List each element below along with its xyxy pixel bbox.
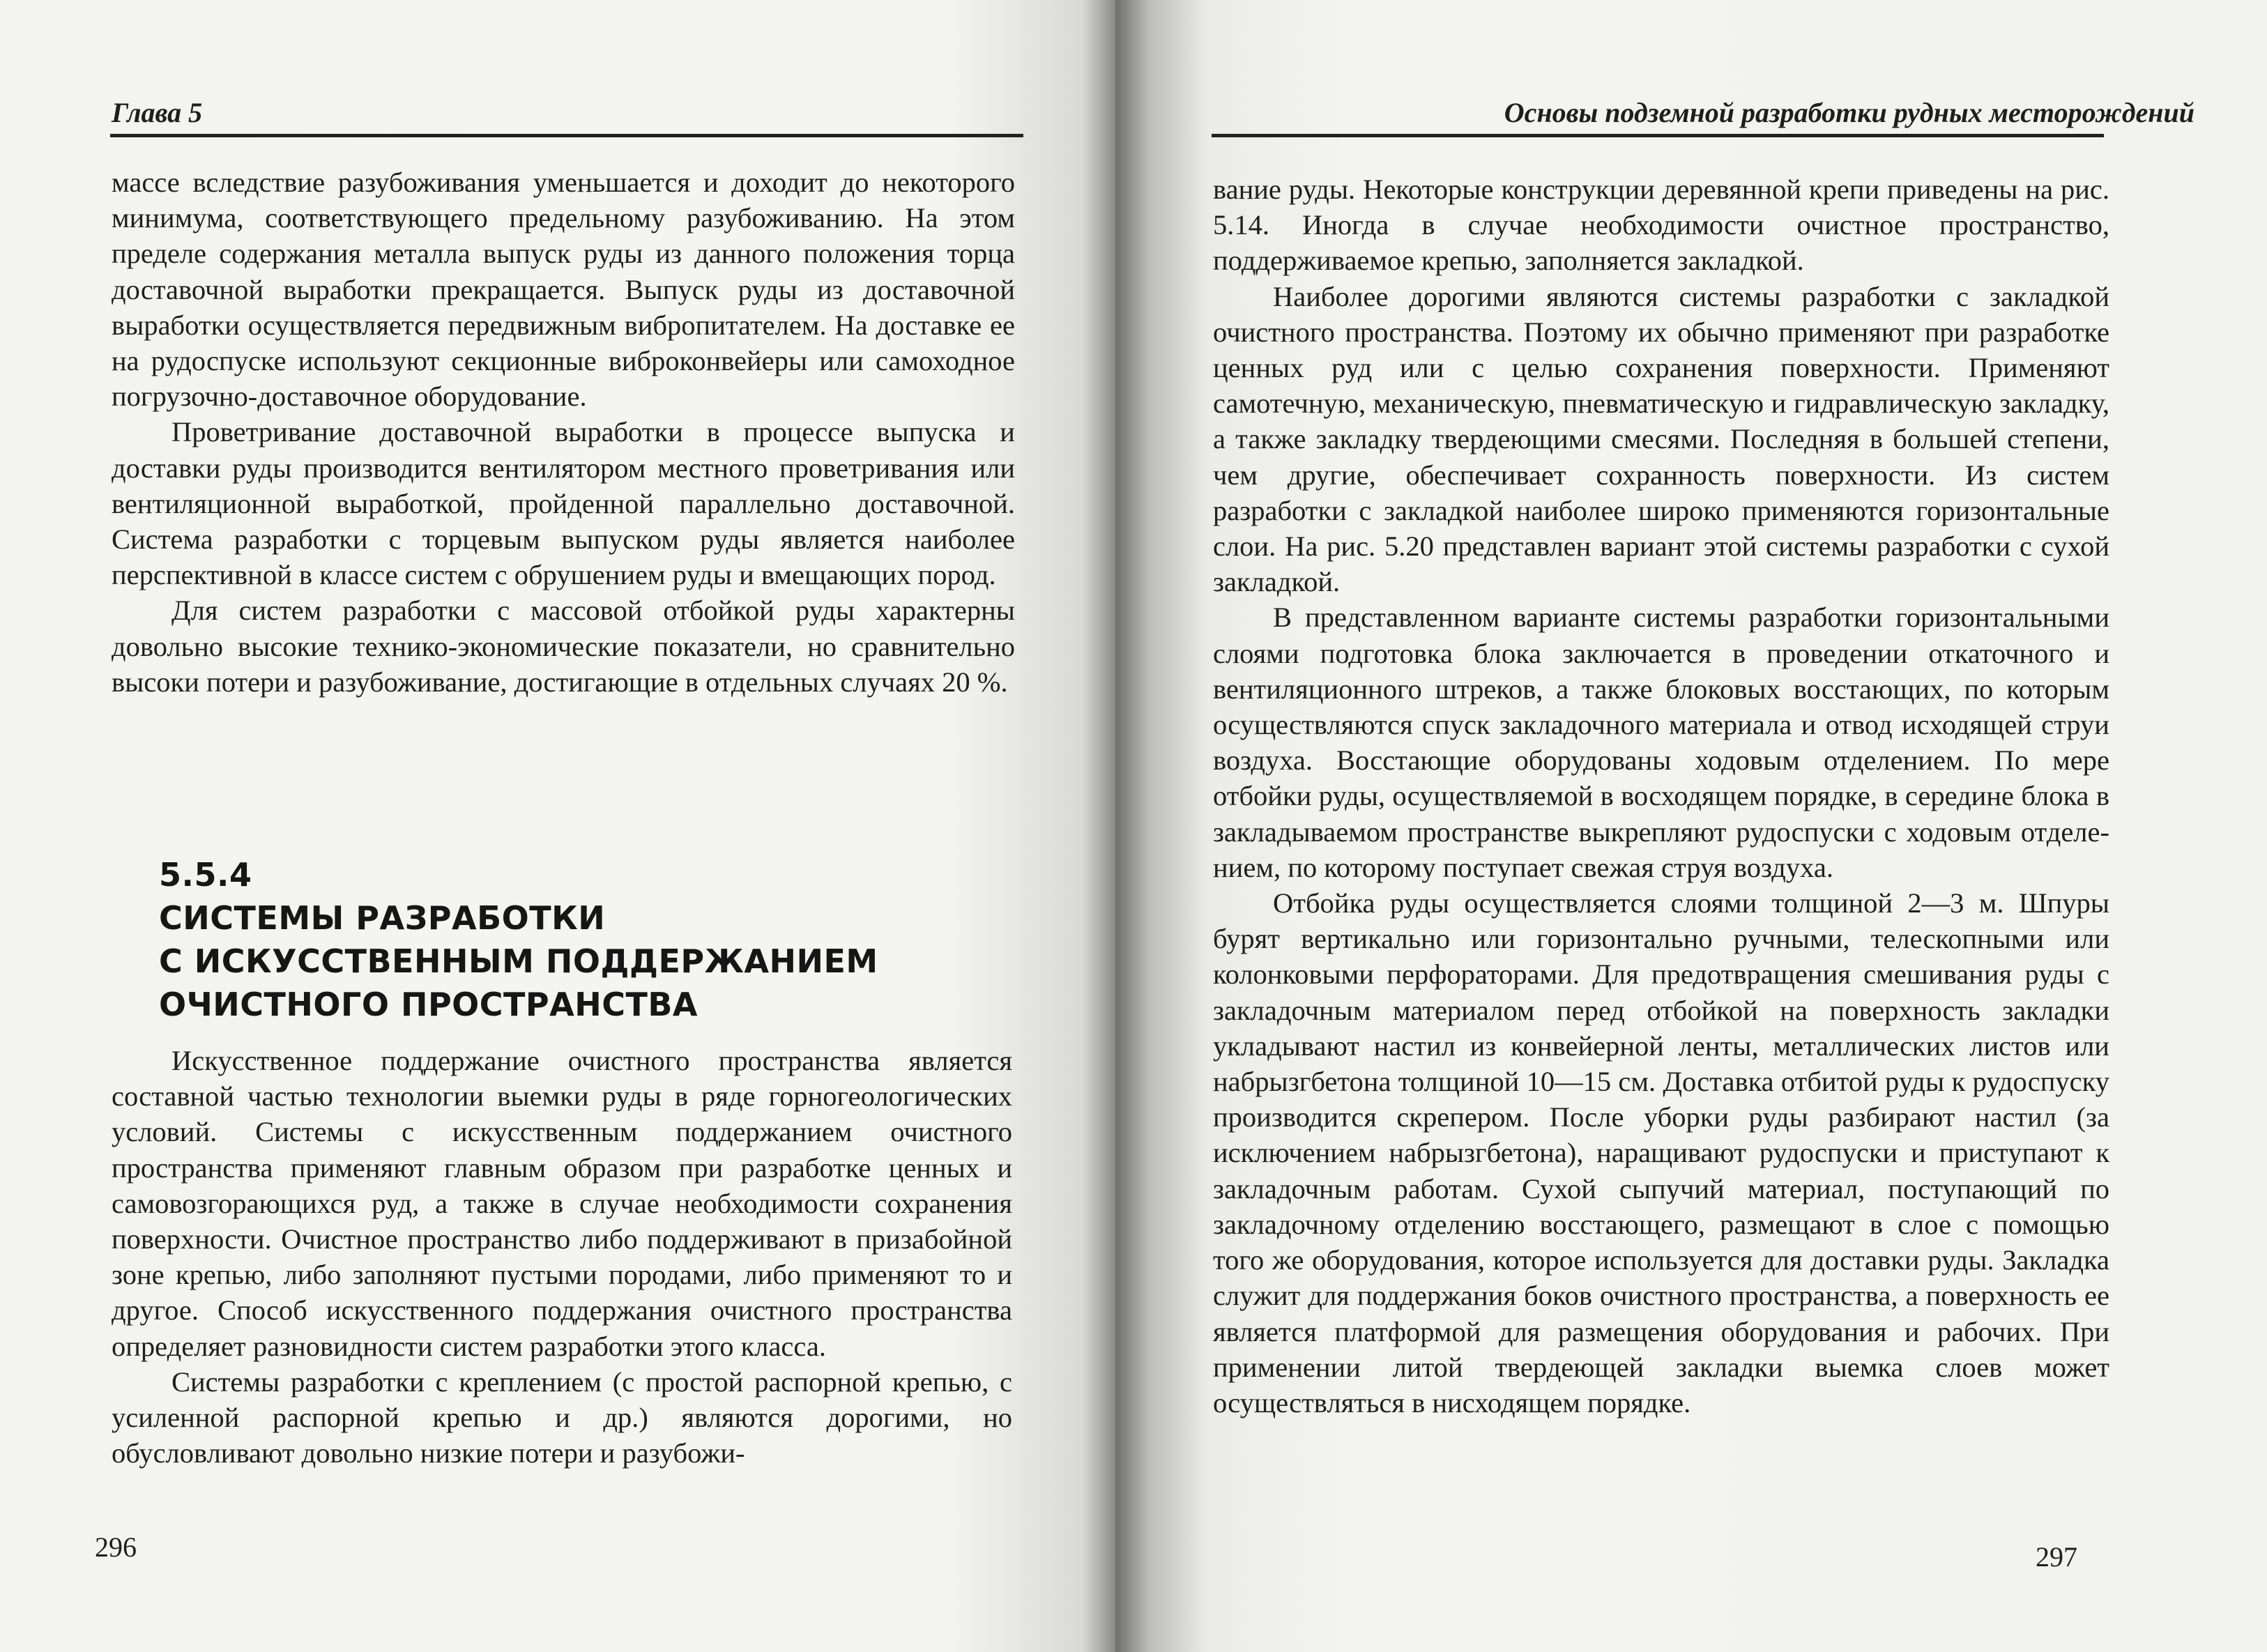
text-column: [1213, 171, 2109, 1421]
running-head-chapter: Глава 5: [112, 97, 203, 128]
paragraph: Искусственное поддержание очистного пространства является составной частью технологии выемки руды в ряде горногеологических условий. Системы с искусственным поддержанием очистного пространства применяют главным образом при разработке ценных и самовозгорающихся руд, а также в случае необходимости сохранения поверхности. Очистное пространство либо поддерживают в призабойной зоне крепью, либо заполняют пустыми породами, либо применяют то и другое. Способ искусственного поддержания очистного пространства определяет разновидности систем разработки этого класса.: [112, 1045, 1012, 1362]
paragraph: Проветривание доставочной выработки в процессе выпуска и доставки руды производится вентилятором местного проветривания или вентиляционной выработкой, пройденной параллельно доставочной. Система разработки с торцевым выпуском руды является наиболее перспективной в классе систем с обрушением руды и вмещающих пород.: [112, 416, 1015, 591]
running-head-title: Основы подземной разработки рудных месторождений: [1504, 97, 2195, 128]
page-number: 297: [2036, 1541, 2077, 1573]
section-title-line: СИСТЕМЫ РАЗРАБОТКИ: [159, 899, 606, 937]
header-rule: [1212, 134, 2104, 137]
paragraph: Отбойка руды осуществляется слоями толщиной 2—3 м. Шпуры бурят вертикально или горизонтально ручными, телескопными или колонковыми перфораторами. Для предотвращения смешивания руды с закладочным материалом перед отбойкой на поверхность закладки укладывают настил из конвейерной ленты, металлических листов или набрызгбетона толщиной 10—15 см. Доставка отбитой руды к рудоспуску производится скрепером. После уборки руды разбирают настил (за исключением набрызгбетона), наращивают рудоспуски и приступают к закладочным работам. Сухой сыпучий материал, поступающий по закладочному отделению восстающего, размещают в слое с помощью того же оборудования, которое используется для доставки руды. Закладка служит для поддержания боков очистного пространства, а поверхность ее является платформой для размещения оборудования и рабочих. При применении литой твердеющей закладки выемка слоев может осуществляться в нисходящем порядке.: [1213, 887, 2109, 1418]
page-number: 296: [95, 1531, 137, 1563]
text-column-top: [112, 165, 1015, 700]
text-column-bottom: [112, 1043, 1012, 1471]
left-page: [0, 0, 1115, 1652]
section-title-line: С ИСКУССТВЕННЫМ ПОДДЕРЖАНИЕМ: [159, 942, 878, 980]
paragraph: В представленном варианте системы разработки горизонтальными слоями подготовка блока заключается в проведении откаточного и вентиляционного штреков, а также блоковых восстающих, по которым осуществляются спуск закладочного материала и отвод исходящей струи воздуха. Восстающие оборудованы ходовым отделением. По мере отбойки руды, осуществляемой в восходящем порядке, в середине блока в закладываемом пространстве выкрепляют рудоспуски с ходовым отделением, по которому поступает свежая струя воздуха.: [1213, 602, 2109, 883]
paragraph: Для систем разработки с массовой отбойкой руды характерны довольно высокие технико-экономические показатели, но сравнительно высоки потери и разубоживание, достигающие в отдельных случаях 20 %.: [112, 595, 1015, 698]
right-page: [1115, 0, 2267, 1652]
paragraph: массе вследствие разубоживания уменьшается и доходит до некоторого минимума, соответствующего предельному разубоживанию. На этом пределе содержания металла выпуск руды из данного положения торца доставочной выработки прекращается. Выпуск руды из доставочной выработки осуществляется передвижным вибропитателем. На доставке ее на рудоспуске используют секционные виброконвейеры или самоходное погрузочно-доставочное оборудование.: [112, 167, 1015, 413]
paragraph: вание руды. Некоторые конструкции деревянной крепи приведены на рис. 5.14. Иногда в случае необходимости очистное пространство, поддерживаемое крепью, заполняется закладкой.: [1213, 174, 2109, 277]
header-rule: [110, 134, 1023, 137]
section-title-line: ОЧИСТНОГО ПРОСТРАНСТВА: [159, 986, 699, 1023]
section-number: 5.5.4: [159, 856, 252, 894]
paragraph: Наиболее дорогими являются системы разработки с закладкой очистного пространства. Поэтому их обычно применяют при разработке ценных руд или с целью сохранения поверхности. Применяют самотечную, механическую, пневматическую и гидравлическую закладку, а также закладку твердеющими смесями. Последняя в большей степени, чем другие, обеспечивает сохранность поверхности. Из систем разработки с закладкой наиболее широко применяются горизонтальные слои. На рис. 5.20 представлен вариант этой системы разработки с сухой закладкой.: [1213, 280, 2109, 598]
section-heading: [159, 853, 995, 1026]
paragraph: Системы разработки с креплением (с простой распорной крепью, с усиленной распорной крепью и др.) являются дорогими, но обусловливают довольно низкие потери и разубожи-: [112, 1366, 1012, 1469]
